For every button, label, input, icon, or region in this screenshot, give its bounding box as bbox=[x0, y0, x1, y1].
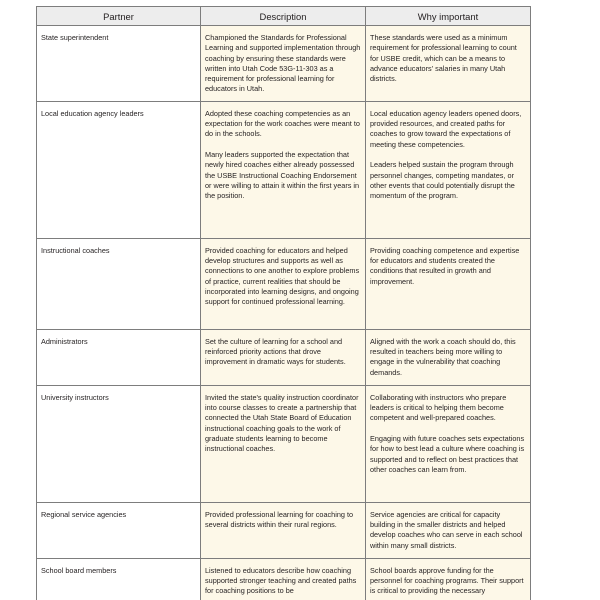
partner-cell: Regional service agencies bbox=[37, 502, 201, 558]
table-row bbox=[37, 101, 531, 238]
description-text: Provided coaching for educators and helped develop structures and supports as well as connections to one another to explore problems of practice, current realities that should be incorporated into learning designs, and ongoing support for continued professional learning. bbox=[205, 245, 360, 307]
why-important-text: Collaborating with instructors who prepare leaders is critical to helping them become competent and well-prepared coaches. bbox=[370, 392, 507, 423]
partner-cell: University instructors bbox=[37, 385, 201, 502]
description-cell bbox=[201, 385, 366, 502]
description-text: Many leaders supported the expectation that newly hired coaches either already possessed the USBE Instructional Coaching Endorsement or were willing to attain it within the first years in the position. bbox=[205, 149, 360, 201]
why-important-text: Engaging with future coaches sets expectations for how to best lead a culture where coaching is supported and to reflect on best practices that other coaches can learn from. bbox=[370, 433, 525, 474]
description-cell bbox=[201, 238, 366, 329]
description-cell bbox=[201, 26, 366, 102]
why-important-text: Service agencies are critical for capacity building in the smaller districts and helped develop coaches who can serve in each school within many small districts. bbox=[370, 509, 523, 550]
why-important-text: Leaders helped sustain the program through personnel changes, competing mandates, or other events that could potentially disrupt the momentum of the program. bbox=[370, 160, 515, 201]
why-important-text: These standards were used as a minimum requirement for professional learning to count for USBE credit, which can be a means to advance educators' salaries in many Utah districts. bbox=[370, 33, 517, 84]
why-important-cell bbox=[366, 329, 531, 385]
why-important-text: Providing coaching competence and expertise for educators and students created the conditions that resulted in growth and improvement. bbox=[370, 245, 520, 286]
header-why-important: Why important bbox=[366, 7, 531, 26]
partner-cell: Administrators bbox=[37, 329, 201, 385]
description-cell bbox=[201, 329, 366, 385]
table-row bbox=[37, 238, 531, 329]
table-row bbox=[37, 329, 531, 385]
description-text: Invited the state's quality instruction coordinator into course classes to create a partnership that connected the Utah State Board of Education instructional coaching goals to the work of graduate students learning to become instructional coaches. bbox=[205, 392, 359, 454]
description-text: Adopted these coaching competencies as an expectation for the work coaches were meant to do in the schools. bbox=[205, 108, 360, 139]
description-cell bbox=[201, 558, 366, 600]
description-text: Listened to educators describe how coaching supported stronger teaching and created paths for coaching positions to be bbox=[205, 565, 357, 596]
table-row bbox=[37, 26, 531, 102]
header-row bbox=[37, 7, 531, 26]
why-important-text: Local education agency leaders opened doors, provided resources, and created paths for coaches to grow toward the expectations of meeting these competencies. bbox=[370, 108, 522, 149]
table-row bbox=[37, 385, 531, 502]
header-partner: Partner bbox=[37, 7, 201, 26]
table-row bbox=[37, 502, 531, 558]
description-text: Championed the Standards for Professional Learning and supported implementation through coaching by ensuring these standards were written into Utah Code 53G-11-303 as a requirement for professional learning for educators in Utah. bbox=[205, 33, 361, 94]
why-important-cell bbox=[366, 26, 531, 102]
header-description: Description bbox=[201, 7, 366, 26]
why-important-cell bbox=[366, 101, 531, 238]
why-important-cell bbox=[366, 385, 531, 502]
description-text: Set the culture of learning for a school and reinforced priority actions that drove improvement in dramatic ways for students. bbox=[205, 336, 346, 367]
partner-cell: School board members bbox=[37, 558, 201, 600]
why-important-cell bbox=[366, 558, 531, 600]
why-important-cell bbox=[366, 238, 531, 329]
description-cell bbox=[201, 101, 366, 238]
partner-cell: Local education agency leaders bbox=[37, 101, 201, 238]
why-important-text: Aligned with the work a coach should do, this resulted in teachers being more willing to engage in the vulnerability that coaching demands. bbox=[370, 336, 516, 377]
why-important-cell bbox=[366, 502, 531, 558]
partner-cell: Instructional coaches bbox=[37, 238, 201, 329]
partner-cell: State superintendent bbox=[37, 26, 201, 102]
why-important-text: School boards approve funding for the personnel for coaching programs. Their support is critical to providing the necessary bbox=[370, 565, 524, 596]
description-text: Provided professional learning for coaching to several districts within their rural regions. bbox=[205, 509, 354, 530]
partners-table bbox=[36, 6, 531, 600]
description-cell bbox=[201, 502, 366, 558]
table-row bbox=[37, 558, 531, 600]
